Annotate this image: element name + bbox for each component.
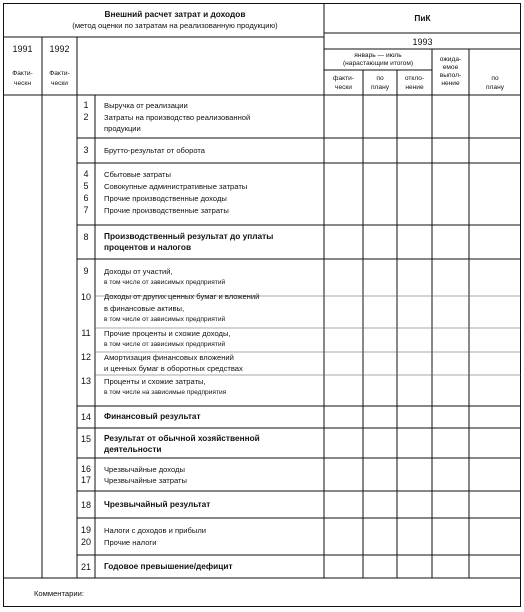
row-label: Проценты и схожие затраты, <box>104 377 206 386</box>
row-label: Выручка от реализации <box>104 101 188 110</box>
row-number: 5 <box>83 181 89 191</box>
col-expected-1: ожида- <box>439 56 462 63</box>
row-number: 12 <box>80 352 91 362</box>
col-plan-2: плану <box>370 84 390 91</box>
row-number: 11 <box>81 328 91 338</box>
row-label-cont: в том числе от зависимых предприятий <box>104 341 226 348</box>
row-label: Прочие проценты и схожие доходы, <box>104 329 231 338</box>
row-label: Производственный результат до уплаты <box>104 231 274 241</box>
row-number: 3 <box>83 145 89 155</box>
report-title: Внешний расчет затрат и доходов <box>104 9 246 19</box>
col-plan2-1: по <box>491 75 499 82</box>
row-label: Результат от обычной хозяйственной <box>104 433 260 443</box>
row-number: 18 <box>80 500 91 510</box>
col-1993-fact-2: чески <box>335 84 352 91</box>
col-1992-fact-1: Факти- <box>49 70 70 77</box>
row-label: Прочие производственные затраты <box>104 206 229 215</box>
row-label: Чрезвычайный результат <box>104 499 211 509</box>
row-number: 10 <box>80 292 91 302</box>
row-number: 6 <box>83 193 89 203</box>
row-label-cont: процентов и налогов <box>104 242 192 252</box>
row-number: 4 <box>83 169 89 179</box>
col-deviation-1: откло- <box>404 75 425 82</box>
row-label: Чрезвычайные затраты <box>104 476 187 485</box>
row-number: 17 <box>80 475 91 485</box>
row-label-cont: в том числе на зависимые предприятия <box>104 389 227 396</box>
year-1991: 1991 <box>12 44 33 54</box>
row-label: Совокупные административные затраты <box>104 182 248 191</box>
row-label: Брутто-результат от оборота <box>104 146 206 155</box>
row-label: Сбытовые затраты <box>104 170 171 179</box>
col-1992-fact-2: чески <box>51 80 68 87</box>
row-number: 16 <box>80 464 91 474</box>
col-expected-3: выпол- <box>439 72 462 79</box>
row-label: Финансовый результат <box>104 411 201 421</box>
row-number: 15 <box>80 434 91 444</box>
row-label-cont: в финансовые активы, <box>104 304 185 313</box>
col-plan2-2: плану <box>485 84 505 91</box>
row-label: Амортизация финансовых вложений <box>104 353 234 362</box>
row-label-cont: в том числе от зависимых предприятий <box>104 279 226 286</box>
col-1993-fact-1: факти- <box>333 75 354 82</box>
year-1992: 1992 <box>49 44 70 54</box>
row-number: 13 <box>80 376 91 386</box>
row-number: 14 <box>80 412 91 422</box>
row-label-cont: деятельности <box>104 444 162 454</box>
comments-label: Комментарии: <box>34 589 84 598</box>
report-subtitle: (метод оценки по затратам на реализованную продукцию) <box>72 21 278 30</box>
period-sub-label: (нарастающим итогом) <box>342 60 414 67</box>
row-number: 19 <box>80 525 91 535</box>
row-number: 20 <box>80 537 91 547</box>
row-label: Доходы от участий, <box>104 267 173 276</box>
row-number: 21 <box>80 562 91 572</box>
row-label: Прочие налоги <box>104 538 157 547</box>
row-label-cont: в том числе от зависимых предприятий <box>104 316 226 323</box>
col-expected-4: нение <box>441 80 460 87</box>
col-deviation-2: нение <box>405 84 424 91</box>
period-label: январь — июль <box>354 52 402 59</box>
row-number: 2 <box>83 112 89 122</box>
row-label: Затраты на производство реализованной <box>104 113 251 122</box>
company-name: ПиК <box>414 13 431 23</box>
col-plan-1: по <box>376 75 384 82</box>
col-expected-2: емое <box>442 64 459 71</box>
row-label-cont: и ценных бумаг в оборотных средствах <box>104 364 243 373</box>
col-1991-fact-1: Факти- <box>12 70 33 77</box>
col-1991-fact-2: ческн <box>14 80 31 87</box>
row-number: 1 <box>83 100 89 110</box>
row-label: Налоги с доходов и прибыли <box>104 526 207 535</box>
row-number: 7 <box>83 205 89 215</box>
row-number: 8 <box>83 232 89 242</box>
row-label: Годовое превышение/дефицит <box>104 561 233 571</box>
row-label-cont: продукции <box>104 124 141 133</box>
row-label: Чрезвычайные доходы <box>104 465 185 474</box>
row-label: Доходы от других ценных бумаг и вложений <box>104 292 260 301</box>
year-1993: 1993 <box>412 37 433 47</box>
row-number: 9 <box>83 266 89 276</box>
row-label: Прочие производственные доходы <box>104 194 227 203</box>
